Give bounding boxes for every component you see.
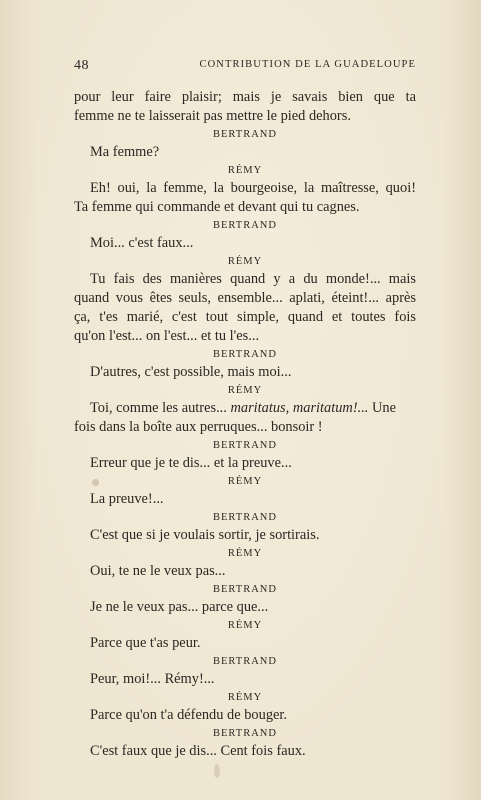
ink-smudge bbox=[92, 479, 99, 486]
text-line: C'est faux que je dis... Cent fois faux. bbox=[90, 743, 306, 759]
speaker-name: BERTRAND bbox=[213, 512, 277, 523]
text-line: qu'on l'est... on l'est... et tu l'es... bbox=[74, 328, 260, 344]
speaker-name: RÉMY bbox=[227, 620, 263, 631]
speaker-name: BERTRAND bbox=[213, 349, 277, 360]
text-line: Moi... c'est faux... bbox=[90, 235, 194, 251]
speaker-name: RÉMY bbox=[227, 165, 263, 176]
text-line: ça, t'es marié, c'est tout simple, quand et toutes fois bbox=[74, 309, 416, 325]
speaker-name: BERTRAND bbox=[213, 129, 277, 140]
text-line: femme ne te laisserait pas mettre le pied dehors. bbox=[74, 108, 351, 124]
speaker-name: BERTRAND bbox=[213, 440, 277, 451]
speaker-name: RÉMY bbox=[227, 692, 263, 703]
speaker-name: BERTRAND bbox=[213, 220, 277, 231]
text-line: quand vous êtes seuls, ensemble... aplati, éteint!... après bbox=[74, 290, 416, 306]
text-line bbox=[74, 399, 416, 418]
speaker-name: RÉMY bbox=[227, 385, 263, 396]
speaker-name: BERTRAND bbox=[213, 656, 277, 667]
text-line: Oui, te ne le veux pas... bbox=[90, 563, 226, 579]
speaker-name: RÉMY bbox=[227, 548, 263, 559]
text-line: Ma femme? bbox=[90, 144, 160, 160]
text-line: fois dans la boîte aux perruques... bonsoir ! bbox=[74, 419, 323, 435]
latin-phrase: maritatus, maritatum!... bbox=[230, 400, 369, 416]
page-header bbox=[74, 58, 416, 76]
text-line: Peur, moi!... Rémy!... bbox=[90, 671, 215, 687]
text-segment: Toi, comme les autres... bbox=[90, 400, 227, 416]
text-line: Erreur que je te dis... et la preuve... bbox=[90, 455, 292, 471]
text-line: Tu fais des manières quand y a du monde!... mais bbox=[90, 271, 416, 287]
speaker-name: RÉMY bbox=[227, 256, 263, 267]
text-line: C'est que si je voulais sortir, je sortirais. bbox=[90, 527, 320, 543]
speaker-name: RÉMY bbox=[227, 476, 263, 487]
text-line: Parce que t'as peur. bbox=[90, 635, 201, 651]
text-line: Parce qu'on t'a défendu de bouger. bbox=[90, 707, 287, 723]
text-line: pour leur faire plaisir; mais je savais bien que ta bbox=[74, 89, 416, 105]
play-text bbox=[74, 88, 416, 761]
speaker-name: BERTRAND bbox=[213, 584, 277, 595]
text-line: Eh! oui, la femme, la bourgeoise, la maîtresse, quoi! bbox=[90, 180, 416, 196]
text-line: La preuve!... bbox=[90, 491, 164, 507]
text-line: Ta femme qui commande et devant qui tu cagnes. bbox=[74, 199, 360, 215]
text-segment: Une bbox=[372, 400, 396, 416]
page-number: 48 bbox=[74, 58, 89, 73]
speaker-name: BERTRAND bbox=[213, 728, 277, 739]
text-line: D'autres, c'est possible, mais moi... bbox=[90, 364, 292, 380]
running-head: CONTRIBUTION DE LA GUADELOUPE bbox=[199, 59, 416, 70]
text-line: Je ne le veux pas... parce que... bbox=[90, 599, 269, 615]
ink-smudge bbox=[214, 764, 220, 778]
